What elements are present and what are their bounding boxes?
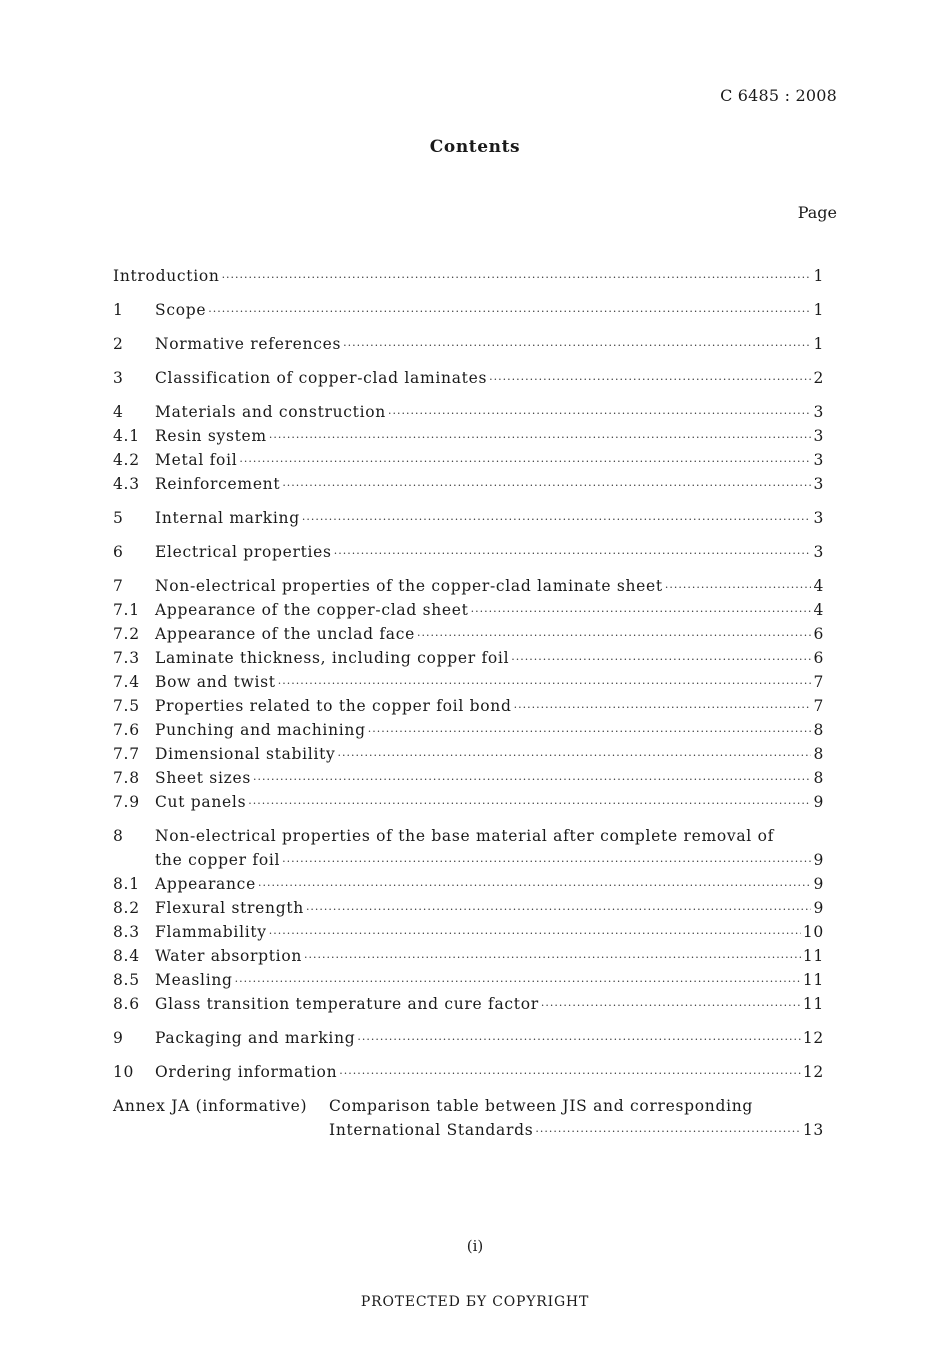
dot-leader [235,970,801,994]
toc-entry-number: 5 [113,509,124,527]
toc-entry-page: 7 [813,697,824,715]
toc-entry[interactable] [113,574,824,598]
dot-leader [338,744,812,768]
toc-entry-page: 3 [813,451,824,469]
toc-entry[interactable] [113,766,824,790]
toc-entry-continuation[interactable] [113,1118,824,1142]
dot-leader [282,474,811,498]
toc-entry-title: Ordering information [155,1063,338,1081]
toc-entry[interactable] [113,872,824,896]
dot-leader [208,300,811,324]
toc-entry-page: 6 [813,625,824,643]
toc-entry-continuation[interactable] [113,848,824,872]
toc-entry-number: 7.3 [113,649,140,667]
toc-entry[interactable] [113,366,824,390]
toc-entry-number: 1 [113,301,124,319]
toc-entry-title: Appearance [155,875,256,893]
toc-entry[interactable] [113,540,824,564]
toc-entry[interactable] [113,896,824,920]
toc-entry-title: Resin system [155,427,267,445]
dot-leader [302,508,812,532]
toc-entry-number: 4.1 [113,427,140,445]
toc-entry[interactable] [113,968,824,992]
toc-entry-page: 1 [813,301,824,319]
toc-entry-number: 8.2 [113,899,140,917]
dot-leader [511,648,811,672]
standard-code: C 6485 : 2008 [720,86,837,105]
toc-entry-page: 4 [813,601,824,619]
annex-label: Annex JA (informative) [113,1097,308,1115]
toc-entry-page: 1 [813,335,824,353]
toc-entry-number: 7.9 [113,793,140,811]
page-folio: (i) [466,1237,484,1255]
dot-leader [306,898,812,922]
toc-entry-page: 12 [802,1029,824,1047]
dot-leader [343,334,811,358]
dot-leader [541,994,801,1018]
toc-entry-title: Bow and twist [155,673,276,691]
toc-entry-number: 2 [113,335,124,353]
toc-entry-title-line2: the copper foil [155,851,281,869]
dot-leader [388,402,811,426]
toc-entry-title: Flexural strength [155,899,304,917]
toc-entry-number: 9 [113,1029,124,1047]
toc-entry-page: 9 [813,875,824,893]
toc-entry-title: Electrical properties [155,543,332,561]
toc-entry-number: 7.6 [113,721,140,739]
toc-entry-annex[interactable] [113,1094,824,1118]
toc-entry[interactable] [113,694,824,718]
toc-entry-number: 3 [113,369,124,387]
dot-leader [535,1120,800,1144]
toc-entry-number: 8.3 [113,923,140,941]
toc-entry-title: Packaging and marking [155,1029,356,1047]
toc-entry[interactable] [113,742,824,766]
dot-leader [471,600,812,624]
toc-entry-page: 3 [813,427,824,445]
toc-entry[interactable] [113,622,824,646]
dot-leader [282,850,811,874]
dot-leader [339,1062,801,1086]
toc-entry-title: Punching and machining [155,721,366,739]
toc-entry-title: Properties related to the copper foil bond [155,697,512,715]
toc-entry[interactable] [113,920,824,944]
toc-entry-number: 4.2 [113,451,140,469]
toc-entry-title: Glass transition temperature and cure factor [155,995,539,1013]
dot-leader [278,672,812,696]
toc-entry-number: 7 [113,577,124,595]
toc-entry-page: 8 [813,769,824,787]
toc-entry[interactable] [113,472,824,496]
dot-leader [258,874,811,898]
page-column-label: Page [797,203,837,222]
toc-entry-number: 4.3 [113,475,140,493]
dot-leader [489,368,811,392]
toc-entry[interactable] [113,424,824,448]
toc-entry-page: 9 [813,793,824,811]
toc-entry-number: 7.7 [113,745,140,763]
toc-entry[interactable] [113,718,824,742]
toc-entry-page: 1 [813,267,824,285]
toc-entry[interactable] [113,824,824,848]
toc-entry-number: 8.4 [113,947,140,965]
toc-entry-number: 7.2 [113,625,140,643]
toc-entry-page: 2 [813,369,824,387]
toc-entry-page: 3 [813,403,824,421]
toc-entry-title: Introduction [113,267,220,285]
toc-entry[interactable] [113,790,824,814]
dot-leader [334,542,812,566]
toc-entry[interactable] [113,448,824,472]
table-of-contents [113,264,824,1142]
toc-entry[interactable] [113,332,824,356]
toc-entry-title: Cut panels [155,793,247,811]
toc-entry[interactable] [113,598,824,622]
toc-entry-title: Appearance of the copper-clad sheet [155,601,469,619]
toc-entry-page: 11 [802,947,824,965]
toc-entry-title: Water absorption [155,947,303,965]
toc-entry-title-line2: International Standards [329,1121,534,1139]
dot-leader [304,946,801,970]
toc-entry-number: 8.1 [113,875,140,893]
toc-entry-page: 11 [802,995,824,1013]
toc-entry-title: Classification of copper-clad laminates [155,369,488,387]
toc-entry[interactable] [113,944,824,968]
toc-entry-page: 12 [802,1063,824,1081]
toc-entry-title: Reinforcement [155,475,281,493]
dot-leader [253,768,811,792]
dot-leader [269,426,812,450]
toc-entry-page: 8 [813,745,824,763]
toc-entry-number: 7.1 [113,601,140,619]
toc-entry-page: 13 [802,1121,824,1139]
toc-entry-number: 8.6 [113,995,140,1013]
toc-entry-number: 6 [113,543,124,561]
toc-entry-number: 10 [113,1063,135,1081]
toc-entry-number: 7.5 [113,697,140,715]
toc-entry-title: Sheet sizes [155,769,252,787]
dot-leader [665,576,812,600]
dot-leader [222,266,812,290]
toc-entry-introduction[interactable] [113,264,824,288]
toc-entry[interactable] [113,298,824,322]
toc-entry-title: Non-electrical properties of the copper-clad laminate sheet [155,577,663,595]
toc-entry-page: 3 [813,475,824,493]
dot-leader [357,1028,801,1052]
toc-entry-number: 4 [113,403,124,421]
toc-entry-title: Measling [155,971,233,989]
toc-entry-title: Normative references [155,335,342,353]
copyright-notice: PROTECTED БY COPYRIGHT [360,1294,590,1310]
toc-entry-title: Comparison table between JIS and corresponding [329,1097,754,1115]
toc-entry-page: 8 [813,721,824,739]
toc-entry-title: Non-electrical properties of the base material after complete removal of [155,827,775,845]
dot-leader [239,450,811,474]
toc-entry-title: Internal marking [155,509,300,527]
toc-entry-page: 3 [813,543,824,561]
toc-entry-page: 7 [813,673,824,691]
toc-entry-title: Dimensional stability [155,745,336,763]
toc-entry-title: Scope [155,301,207,319]
toc-entry[interactable] [113,670,824,694]
toc-entry-number: 7.4 [113,673,140,691]
toc-entry-title: Appearance of the unclad face [155,625,415,643]
toc-entry-title: Materials and construction [155,403,386,421]
toc-entry-page: 11 [802,971,824,989]
toc-entry-page: 3 [813,509,824,527]
toc-entry-title: Metal foil [155,451,238,469]
dot-leader [417,624,811,648]
toc-entry-number: 8 [113,827,124,845]
toc-entry-number: 7.8 [113,769,140,787]
dot-leader [269,922,801,946]
toc-entry-title: Flammability [155,923,267,941]
toc-entry-page: 10 [802,923,824,941]
toc-entry[interactable] [113,506,824,530]
toc-entry-page: 9 [813,899,824,917]
toc-entry-number: 8.5 [113,971,140,989]
toc-entry[interactable] [113,400,824,424]
toc-entry[interactable] [113,1060,824,1084]
toc-entry[interactable] [113,992,824,1016]
dot-leader [368,720,812,744]
toc-entry-page: 4 [813,577,824,595]
toc-entry[interactable] [113,1026,824,1050]
toc-entry-title: Laminate thickness, including copper foil [155,649,510,667]
toc-entry-page: 9 [813,851,824,869]
page-title: Contents [429,137,521,157]
toc-entry[interactable] [113,646,824,670]
dot-leader [248,792,811,816]
dot-leader [514,696,812,720]
toc-entry-page: 6 [813,649,824,667]
